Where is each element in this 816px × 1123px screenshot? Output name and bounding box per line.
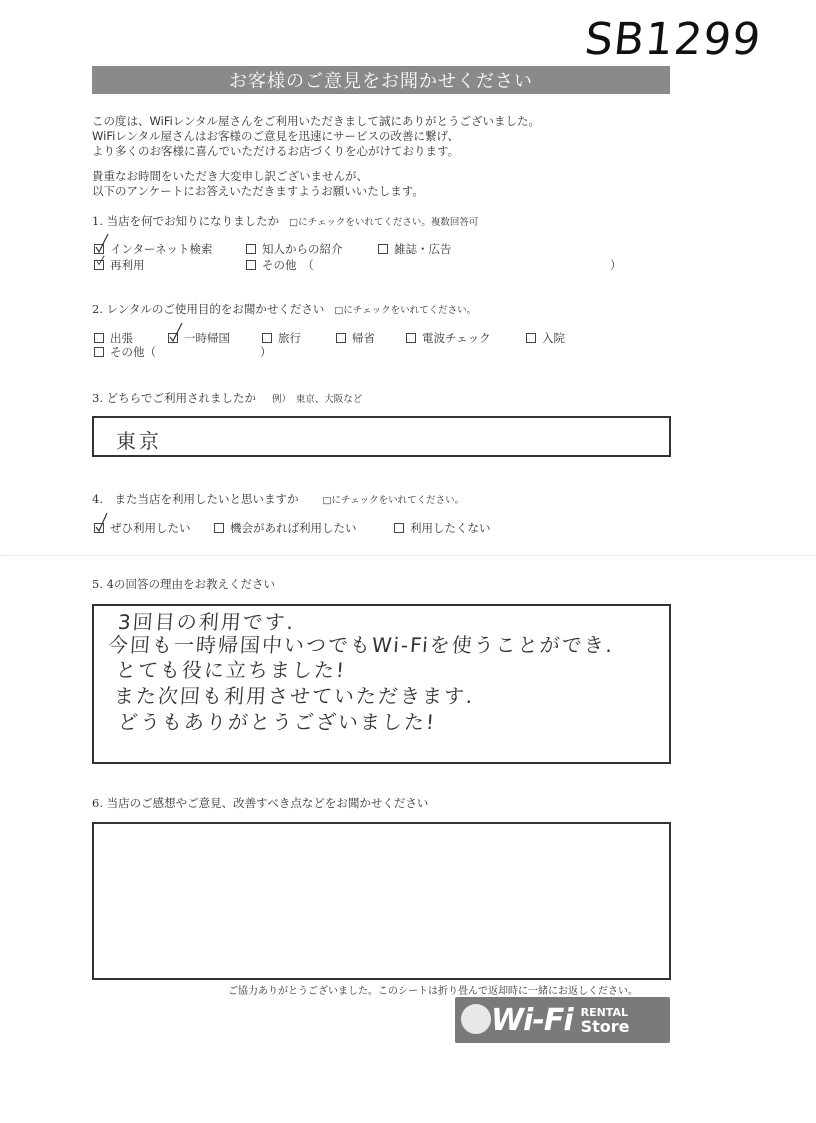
logo-rental: RENTAL bbox=[580, 1006, 628, 1019]
q4-label bbox=[92, 491, 464, 507]
q6-answer-box[interactable] bbox=[92, 822, 671, 980]
q4-question: 4. また当店を利用したいと思いますか bbox=[92, 492, 299, 506]
q2-note: □にチェックをいれてください。 bbox=[334, 305, 477, 316]
mascot-icon bbox=[461, 1004, 491, 1034]
check-icon bbox=[168, 322, 184, 344]
q2-option-hospital[interactable] bbox=[526, 330, 565, 346]
q5-answer-box[interactable] bbox=[92, 604, 671, 764]
q4-option-definitely[interactable] bbox=[94, 520, 191, 536]
checkbox[interactable] bbox=[406, 333, 416, 343]
intro-line-5: 以下のアンケートにお答えいただきますようお願いいたします。 bbox=[92, 184, 424, 198]
scan-fold-line bbox=[0, 555, 816, 557]
q1-question: 1. 当店を何でお知りになりましたか bbox=[92, 214, 280, 228]
option-label: 入院 bbox=[542, 331, 565, 345]
option-label: 一時帰国 bbox=[184, 331, 230, 345]
checkbox[interactable] bbox=[246, 260, 256, 270]
wifi-rental-store-logo bbox=[455, 997, 670, 1043]
q3-question: 3. どちらでご利用されましたか bbox=[92, 391, 257, 405]
checkbox[interactable] bbox=[526, 333, 536, 343]
checkbox[interactable] bbox=[336, 333, 346, 343]
checkbox-checked[interactable] bbox=[94, 244, 104, 254]
intro-line-2: WiFiレンタル屋さんはお客様のご意見を迅速にサービスの改善に繋げ、 bbox=[92, 129, 460, 143]
option-label: 帰省 bbox=[352, 331, 375, 345]
checkbox[interactable] bbox=[94, 333, 104, 343]
q5-label: 5. 4の回答の理由をお教えください bbox=[92, 577, 275, 591]
q4-note: □にチェックをいれてください。 bbox=[322, 495, 465, 506]
intro-line-4: 貴重なお時間をいただき大変申し訳ございませんが、 bbox=[92, 169, 368, 183]
q5-answer-line-4: また次回も利用させていただきます. bbox=[113, 684, 476, 708]
logo-store: Store bbox=[580, 1017, 630, 1036]
q1-option-internet[interactable] bbox=[94, 241, 212, 257]
option-label: 利用したくない bbox=[410, 521, 491, 535]
footer-note: ご協力ありがとうございました。このシートは折り畳んで返却時に一緒にお返しください。 bbox=[228, 986, 638, 997]
q3-answer-box[interactable] bbox=[92, 416, 671, 457]
q2-option-signal-check[interactable] bbox=[406, 330, 491, 346]
option-label: 雑誌・広告 bbox=[394, 242, 452, 256]
check-icon bbox=[94, 255, 110, 271]
q1-option-referral[interactable] bbox=[246, 241, 343, 257]
check-icon bbox=[94, 512, 110, 534]
q3-answer: 東京 bbox=[116, 429, 162, 453]
checkbox[interactable] bbox=[94, 347, 104, 357]
q1-close-paren: ） bbox=[610, 258, 622, 272]
option-label: 電波チェック bbox=[422, 331, 491, 345]
q5-answer-line-2: 今回も一時帰国中いつでもWi-Fiを使うことができ. bbox=[107, 633, 615, 657]
q2-option-homecoming[interactable] bbox=[336, 330, 375, 346]
q2-option-other[interactable] bbox=[94, 344, 156, 360]
q2-question: 2. レンタルのご使用目的をお聞かせください bbox=[92, 302, 325, 316]
option-label: インターネット検索 bbox=[110, 242, 213, 256]
checkbox-checked[interactable] bbox=[168, 333, 178, 343]
intro-line-3: より多くのお客様に喜んでいただけるお店づくりを心がけております。 bbox=[92, 144, 460, 158]
document-id: SB1299 bbox=[582, 14, 764, 65]
option-label: 旅行 bbox=[278, 331, 301, 345]
option-label: 出張 bbox=[110, 331, 133, 345]
q1-option-other[interactable] bbox=[246, 257, 314, 273]
option-label: ぜひ利用したい bbox=[110, 521, 191, 535]
option-label: その他 （ bbox=[262, 258, 314, 272]
option-label: 再利用 bbox=[110, 258, 145, 272]
q6-label: 6. 当店のご感想やご意見、改善すべき点などをお聞かせください bbox=[92, 796, 429, 810]
q2-option-temporary-return[interactable] bbox=[168, 330, 230, 346]
option-label: その他（ bbox=[110, 345, 156, 359]
q3-label bbox=[92, 390, 362, 406]
q1-note: □にチェックをいれてください。複数回答可 bbox=[289, 217, 479, 228]
option-label: 機会があれば利用したい bbox=[230, 521, 357, 535]
option-label: 知人からの紹介 bbox=[262, 242, 343, 256]
check-icon bbox=[94, 233, 110, 255]
q1-option-magazine[interactable] bbox=[378, 241, 452, 257]
q5-answer-line-3: とても役に立ちました! bbox=[115, 658, 347, 682]
checkbox[interactable] bbox=[394, 523, 404, 533]
q5-answer-line-5: どうもありがとうございました! bbox=[117, 710, 437, 734]
checkbox-checked[interactable] bbox=[94, 523, 104, 533]
q3-example: 例） 東京、大阪など bbox=[272, 394, 363, 405]
checkbox[interactable] bbox=[262, 333, 272, 343]
checkbox[interactable] bbox=[214, 523, 224, 533]
intro-line-1: この度は、WiFiレンタル屋さんをご利用いただきまして誠にありがとうございました。 bbox=[92, 114, 541, 128]
q4-option-no[interactable] bbox=[394, 520, 491, 536]
q2-close-paren: ） bbox=[260, 345, 272, 359]
q1-option-reuse[interactable] bbox=[94, 257, 145, 273]
logo-wifi: Wi-Fi bbox=[491, 1002, 573, 1038]
logo-rental-store bbox=[581, 1006, 630, 1034]
q2-label bbox=[92, 301, 476, 317]
survey-title: お客様のご意見をお聞かせください bbox=[92, 66, 670, 94]
q1-label bbox=[92, 213, 478, 229]
checkbox[interactable] bbox=[246, 244, 256, 254]
q4-option-if-chance[interactable] bbox=[214, 520, 357, 536]
checkbox[interactable] bbox=[378, 244, 388, 254]
q5-answer-line-1: 3回目の利用です. bbox=[117, 610, 296, 634]
checkbox-checked[interactable] bbox=[94, 260, 104, 270]
